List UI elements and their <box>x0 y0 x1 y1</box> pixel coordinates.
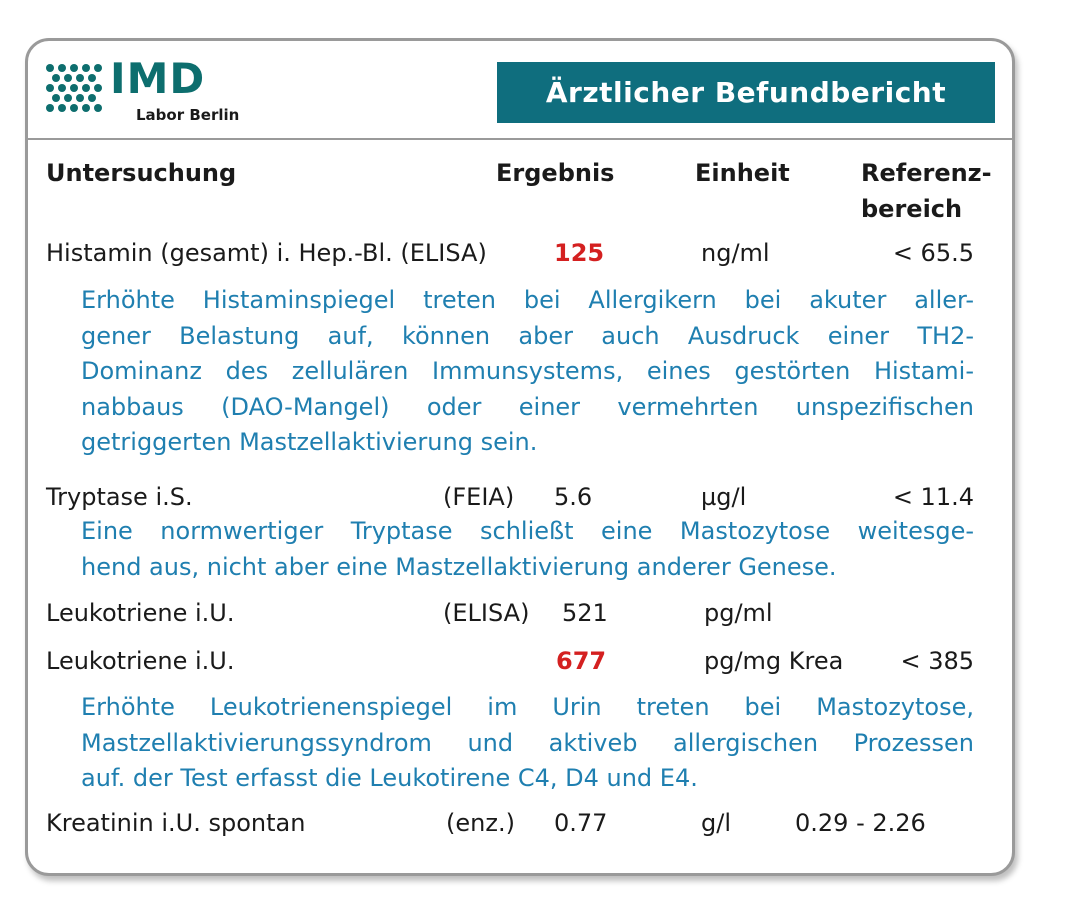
row-tryptase-name: Tryptase i.S. <box>46 483 193 511</box>
row-leukotriene-krea-name: Leukotriene i.U. <box>46 647 235 675</box>
row-tryptase-method: (FEIA) <box>443 483 515 511</box>
header-reference-line1: Referenz- <box>861 159 992 187</box>
note-histamin-line: gener Belastung auf, können aber auch Ausdruck einer TH2- <box>81 321 974 350</box>
imd-logo <box>44 54 274 132</box>
row-histamin-name: Histamin (gesamt) i. Hep.-Bl. (ELISA) <box>46 239 487 267</box>
note-histamin <box>81 283 974 461</box>
row-leukotriene-name: Leukotriene i.U. <box>46 599 235 627</box>
row-tryptase-result: 5.6 <box>554 483 593 511</box>
row-kreatinin-reference: 0.29 - 2.26 <box>795 809 926 837</box>
note-tryptase-line: hend aus, nicht aber eine Mastzellaktivierung anderer Genese. <box>81 552 837 581</box>
row-kreatinin-result: 0.77 <box>554 809 608 837</box>
row-leukotriene-krea-result: 677 <box>556 647 607 675</box>
note-tryptase <box>81 514 974 585</box>
row-histamin-unit: ng/ml <box>701 239 770 267</box>
row-leukotriene-result: 521 <box>562 599 608 627</box>
row-leukotriene-krea-unit: pg/mg Krea <box>704 647 844 675</box>
header-result: Ergebnis <box>496 159 615 187</box>
row-kreatinin-method: (enz.) <box>446 809 515 837</box>
logo-subtitle: Labor Berlin <box>136 106 240 124</box>
row-leukotriene-krea-reference: < 385 <box>900 647 974 675</box>
note-tryptase-line: Eine normwertiger Tryptase schließt eine Mastozytose weitesge- <box>81 517 974 545</box>
header-reference-line2: bereich <box>861 195 963 223</box>
note-histamin-line: nabbaus (DAO-Mangel) oder einer vermehrten unspezifischen <box>81 392 974 421</box>
row-histamin-result: 125 <box>554 239 605 267</box>
row-kreatinin-unit: g/l <box>701 809 731 837</box>
note-leukotriene <box>81 690 974 797</box>
note-histamin-line: Erhöhte Histaminspiegel treten bei Allergikern bei akuter aller- <box>81 286 974 314</box>
header-investigation: Untersuchung <box>46 159 237 187</box>
row-tryptase-reference: < 11.4 <box>892 483 974 511</box>
note-leukotriene-line: Erhöhte Leukotrienenspiegel im Urin treten bei Mastozytose, <box>81 693 974 721</box>
logo-dots-icon <box>44 62 104 114</box>
row-kreatinin-name: Kreatinin i.U. spontan <box>46 809 306 837</box>
row-leukotriene-unit: pg/ml <box>704 599 773 627</box>
row-tryptase-unit: µg/l <box>701 483 747 511</box>
header-divider <box>28 138 1015 140</box>
note-leukotriene-line: Mastzellaktivierungssyndrom und aktiveb allergischen Prozessen <box>81 728 974 757</box>
header-unit: Einheit <box>695 159 790 187</box>
note-histamin-line: getriggerten Mastzellaktivierung sein. <box>81 428 538 456</box>
logo-wordmark: IMD <box>110 54 206 103</box>
row-histamin-reference: < 65.5 <box>892 239 974 267</box>
report-title: Ärztlicher Befundbericht <box>497 62 995 123</box>
row-leukotriene-method: (ELISA) <box>443 599 530 627</box>
note-histamin-line: Dominanz des zellulären Immunsystems, eines gestörten Histami- <box>81 357 974 385</box>
note-leukotriene-line: auf. der Test erfasst die Leukotirene C4, D4 und E4. <box>81 764 698 792</box>
